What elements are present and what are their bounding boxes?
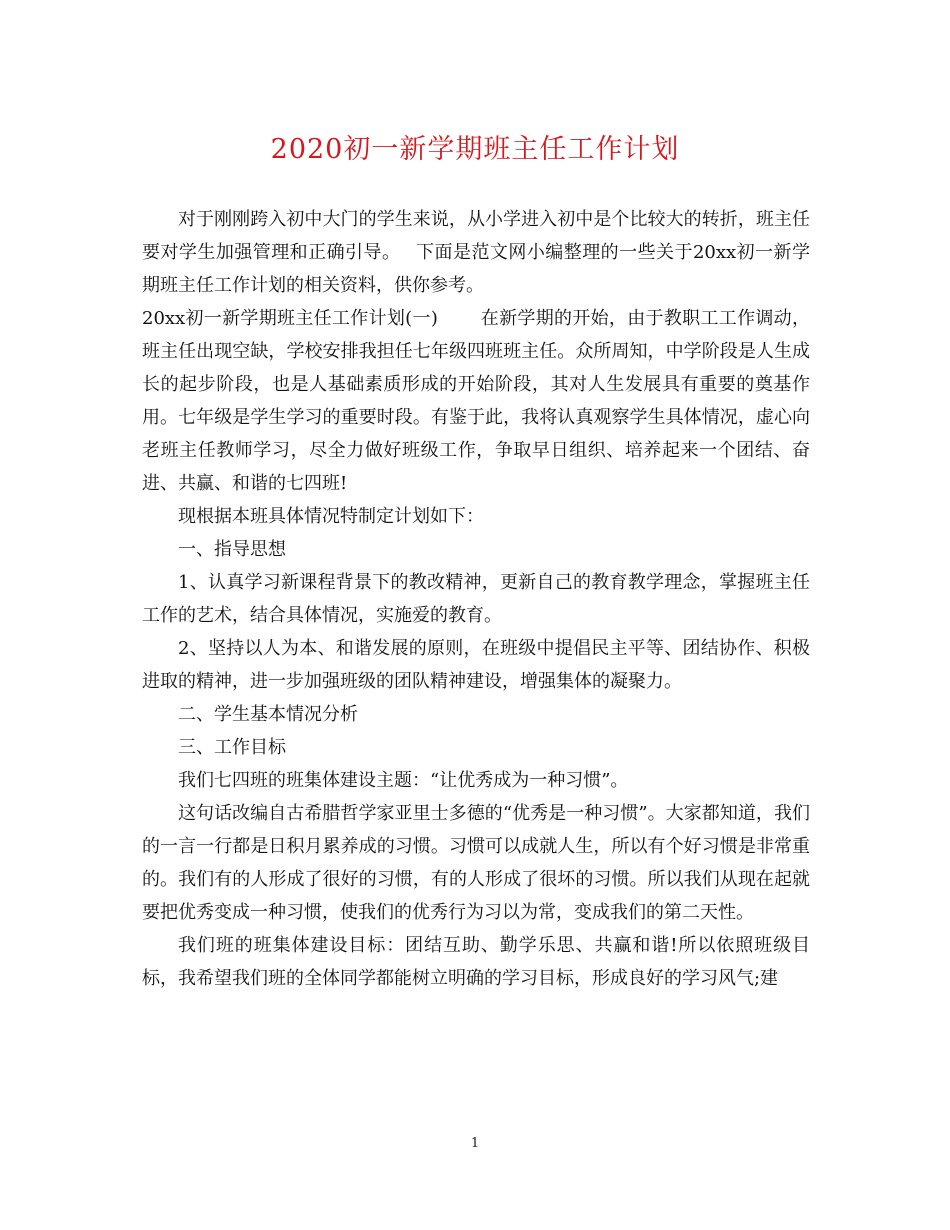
section-heading-student-analysis: 二、学生基本情况分析 bbox=[178, 704, 358, 725]
paragraph-habit-explanation: 这句话改编自古希腊哲学家亚里士多德的“优秀是一种习惯”。大家都知道，我们的一言一行都是日积月累养成的习惯。习惯可以成就人生，所以有个好习惯是非常重的。我们有的人形成了很好的习惯，有的人形成了很坏的习惯。所以我们从现在起就要把优秀变成一种习惯，使我们的优秀行为习以为常，变成我们的第二天性。 bbox=[142, 803, 810, 923]
section-heading-guiding-ideas: 一、指导思想 bbox=[178, 539, 286, 560]
paragraph-class-goal: 我们班的班集体建设目标：团结互助、勤学乐思、共赢和谐!所以依照班级目标，我希望我们班的全体同学都能树立明确的学习目标，形成良好的学习风气;建 bbox=[142, 935, 810, 989]
paragraph-guiding-item-2: 2、坚持以人为本、和谐发展的原则，在班级中提倡民主平等、团结协作、积极进取的精神，进一步加强班级的团队精神建设，增强集体的凝聚力。 bbox=[142, 638, 810, 692]
paragraph-class-theme: 我们七四班的班集体建设主题：“让优秀成为一种习惯”。 bbox=[178, 770, 629, 791]
paragraph-plan-one: 20xx初一新学期班主任工作计划(一) 在新学期的开始，由于教职工工作调动，班主任出现空缺，学校安排我担任七年级四班班主任。众所周知，中学阶段是人生成长的起步阶段，也是人基础素质形成的开始阶段，其对人生发展具有重要的奠基作用。七年级是学生学习的重要时段。有鉴于此，我将认真观察学生具体情况，虚心向老班主任教师学习，尽全力做好班级工作，争取早日组织、培养起来一个团结、奋进、共赢、和谐的七四班! bbox=[142, 308, 810, 494]
document-title: 2020初一新学期班主任工作计划 bbox=[270, 134, 680, 165]
paragraph-guiding-item-1: 1、认真学习新课程背景下的教改精神，更新自己的教育教学理念，掌握班主任工作的艺术，结合具体情况，实施爱的教育。 bbox=[142, 572, 810, 626]
paragraph-plan-lead: 现根据本班具体情况特制定计划如下： bbox=[178, 506, 484, 527]
section-heading-work-goals: 三、工作目标 bbox=[178, 737, 286, 758]
page-number: 1 bbox=[470, 1136, 480, 1151]
document-body bbox=[142, 203, 810, 995]
paragraph-intro: 对于刚刚跨入初中大门的学生来说，从小学进入初中是个比较大的转折，班主任要对学生加强管理和正确引导。 下面是范文网小编整理的一些关于20xx初一新学期班主任工作计划的相关资料，供你参考。 bbox=[142, 209, 810, 296]
